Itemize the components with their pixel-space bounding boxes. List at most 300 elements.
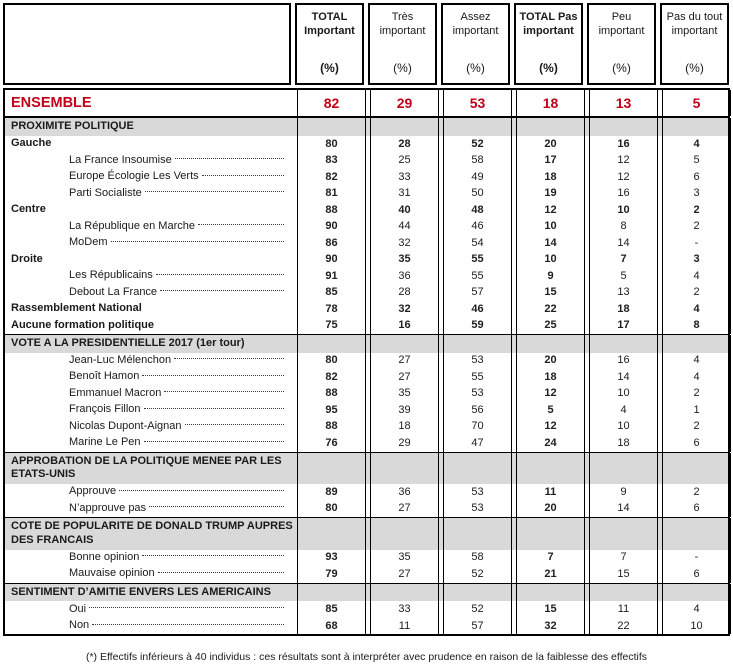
column-header-unit: (%): [466, 61, 485, 76]
value-cell: 86: [297, 235, 366, 252]
table-row: [5, 202, 728, 219]
value-cell: 13: [589, 90, 658, 116]
table-row: [5, 152, 728, 169]
value-cell: 11: [516, 484, 585, 501]
dotted-leader: [142, 555, 284, 556]
table-row: [5, 566, 728, 583]
dotted-leader: [149, 506, 284, 507]
table-body: [3, 88, 730, 636]
value-cell: 25: [516, 317, 585, 334]
section-header-row: [5, 452, 728, 485]
table-row: [5, 218, 728, 235]
table-row: [5, 601, 728, 618]
dotted-leader: [92, 624, 284, 625]
column-header: [587, 3, 656, 85]
value-cell: 12: [516, 419, 585, 436]
value-cell: 11: [589, 601, 658, 618]
value-cell: 12: [589, 152, 658, 169]
value-cell: 88: [297, 202, 366, 219]
section-empty-cell: [662, 118, 731, 136]
row-label: [5, 369, 293, 386]
value-cell: 16: [589, 353, 658, 370]
dotted-leader: [160, 290, 284, 291]
dotted-leader: [175, 158, 284, 159]
column-header-label: Peu important: [598, 11, 645, 38]
section-empty-cell: [443, 453, 512, 485]
column-header-unit: (%): [539, 61, 558, 76]
table-row: [5, 268, 728, 285]
dotted-leader: [144, 441, 284, 442]
column-header-label: TOTAL Important: [304, 11, 355, 38]
value-cell: 6: [662, 566, 731, 583]
value-cell: 52: [443, 601, 512, 618]
value-cell: 4: [662, 353, 731, 370]
value-cell: 46: [443, 301, 512, 318]
table-row: [5, 618, 728, 635]
value-cell: 52: [443, 136, 512, 153]
row-label-text: N’approuve pas: [69, 501, 147, 514]
value-cell: 5: [662, 152, 731, 169]
value-cell: 79: [297, 566, 366, 583]
value-cell: 21: [516, 566, 585, 583]
value-cell: 20: [516, 136, 585, 153]
table-row: [5, 369, 728, 386]
row-label: [5, 185, 293, 202]
value-cell: 13: [589, 284, 658, 301]
value-cell: 85: [297, 601, 366, 618]
value-cell: 95: [297, 402, 366, 419]
table-row: [5, 284, 728, 301]
section-empty-cell: [297, 453, 366, 485]
value-cell: 88: [297, 419, 366, 436]
value-cell: 12: [516, 202, 585, 219]
row-label-text: François Fillon: [69, 403, 141, 416]
value-cell: 53: [443, 501, 512, 518]
value-cell: 10: [516, 251, 585, 268]
value-cell: 80: [297, 501, 366, 518]
value-cell: 10: [589, 202, 658, 219]
row-label-text: Debout La France: [69, 285, 158, 298]
value-cell: 91: [297, 268, 366, 285]
value-cell: 14: [589, 501, 658, 518]
value-cell: 68: [297, 618, 366, 635]
section-header-row: [5, 583, 728, 602]
section-empty-cell: [589, 335, 658, 353]
value-cell: 8: [589, 218, 658, 235]
section-empty-cell: [662, 584, 731, 602]
value-cell: 75: [297, 317, 366, 334]
dotted-leader: [142, 375, 284, 376]
column-header-unit: (%): [393, 61, 412, 76]
value-cell: 2: [662, 218, 731, 235]
section-header-row: [5, 117, 728, 136]
section-empty-cell: [516, 118, 585, 136]
value-cell: 46: [443, 218, 512, 235]
footnote: (*) Effectifs inférieurs à 40 individus : ces résultats sont à interpréter avec prudence en raison de la faiblesse des effectifs: [85, 651, 648, 664]
row-label-text: La République en Marche: [69, 219, 195, 232]
table-row: [5, 169, 728, 186]
row-label-text: Emmanuel Macron: [69, 386, 162, 399]
value-cell: 14: [589, 369, 658, 386]
value-cell: 18: [516, 369, 585, 386]
section-empty-cell: [516, 584, 585, 602]
section-empty-cell: [297, 518, 366, 550]
dotted-leader: [198, 224, 284, 225]
dotted-leader: [119, 490, 284, 491]
value-cell: 22: [589, 618, 658, 635]
value-cell: 55: [443, 369, 512, 386]
value-cell: 35: [370, 251, 439, 268]
table-row: [5, 484, 728, 501]
value-cell: 17: [589, 317, 658, 334]
row-label: [5, 353, 293, 370]
dotted-leader: [156, 274, 284, 275]
table-row: [5, 185, 728, 202]
row-label-text: Aucune formation politique: [11, 318, 154, 331]
value-cell: 70: [443, 419, 512, 436]
dotted-leader: [185, 424, 284, 425]
section-empty-cell: [370, 518, 439, 550]
row-label: [5, 402, 293, 419]
value-cell: 17: [516, 152, 585, 169]
value-cell: 35: [370, 550, 439, 567]
section-title: VOTE A LA PRESIDENTIELLE 2017 (1er tour): [11, 336, 245, 349]
row-label-text: Les Républicains: [69, 269, 153, 282]
section-empty-cell: [443, 118, 512, 136]
table-header: [3, 3, 730, 85]
value-cell: 2: [662, 202, 731, 219]
column-header-label: Pas du tout important: [666, 11, 723, 38]
row-label: [5, 618, 293, 635]
section-title: SENTIMENT D’AMITIE ENVERS LES AMERICAINS: [11, 585, 271, 598]
row-label-text: Rassemblement National: [11, 302, 142, 315]
section-empty-cell: [370, 118, 439, 136]
value-cell: 40: [370, 202, 439, 219]
value-cell: 1: [662, 402, 731, 419]
dotted-leader: [174, 358, 284, 359]
value-cell: 29: [370, 90, 439, 116]
dotted-leader: [145, 191, 284, 192]
table-row: [5, 501, 728, 518]
value-cell: 50: [443, 185, 512, 202]
value-cell: 33: [370, 169, 439, 186]
value-cell: 5: [516, 402, 585, 419]
value-cell: 29: [370, 435, 439, 452]
value-cell: 81: [297, 185, 366, 202]
value-cell: 12: [516, 386, 585, 403]
value-cell: 28: [370, 284, 439, 301]
value-cell: 3: [662, 251, 731, 268]
value-cell: 54: [443, 235, 512, 252]
row-label: [5, 152, 293, 169]
value-cell: 2: [662, 484, 731, 501]
row-label: [5, 435, 293, 452]
row-label-text: Benoît Hamon: [69, 370, 140, 383]
value-cell: 14: [516, 235, 585, 252]
value-cell: 6: [662, 501, 731, 518]
row-label-text: Parti Socialiste: [69, 186, 142, 199]
section-empty-cell: [516, 335, 585, 353]
table-row: [5, 353, 728, 370]
row-label-text: MoDem: [69, 236, 108, 249]
row-label: [5, 386, 293, 403]
value-cell: 32: [370, 301, 439, 318]
row-label: [5, 419, 293, 436]
value-cell: 53: [443, 484, 512, 501]
value-cell: 6: [662, 169, 731, 186]
section-empty-cell: [662, 335, 731, 353]
value-cell: 4: [662, 369, 731, 386]
value-cell: 49: [443, 169, 512, 186]
value-cell: 15: [516, 601, 585, 618]
section-header-row: [5, 517, 728, 550]
column-header-label: Assez important: [452, 11, 499, 38]
value-cell: -: [662, 550, 731, 567]
value-cell: 16: [589, 185, 658, 202]
row-label: [5, 235, 293, 252]
table-row: [5, 386, 728, 403]
row-label: [5, 317, 293, 334]
value-cell: 4: [662, 301, 731, 318]
value-cell: 47: [443, 435, 512, 452]
row-label-text: Jean-Luc Mélenchon: [69, 353, 172, 366]
section-empty-cell: [370, 584, 439, 602]
value-cell: 4: [662, 268, 731, 285]
value-cell: 31: [370, 185, 439, 202]
section-empty-cell: [297, 335, 366, 353]
value-cell: 76: [297, 435, 366, 452]
value-cell: 2: [662, 419, 731, 436]
table-row: [5, 550, 728, 567]
value-cell: 5: [662, 90, 731, 116]
value-cell: 53: [443, 90, 512, 116]
value-cell: 20: [516, 353, 585, 370]
value-cell: 6: [662, 435, 731, 452]
table-row: [5, 235, 728, 252]
value-cell: 24: [516, 435, 585, 452]
value-cell: 10: [516, 218, 585, 235]
value-cell: 4: [589, 402, 658, 419]
row-label-text: Marine Le Pen: [69, 436, 141, 449]
value-cell: 93: [297, 550, 366, 567]
value-cell: 53: [443, 386, 512, 403]
section-empty-cell: [589, 518, 658, 550]
value-cell: 25: [370, 152, 439, 169]
value-cell: 2: [662, 386, 731, 403]
row-label-text: Approuve: [69, 485, 117, 498]
column-header-unit: (%): [612, 61, 631, 76]
section-title: APPROBATION DE LA POLITIQUE MENEE PAR LES ETATS-UNIS: [11, 454, 282, 481]
value-cell: 44: [370, 218, 439, 235]
value-cell: 27: [370, 501, 439, 518]
table-row: [5, 317, 728, 334]
section-empty-cell: [297, 584, 366, 602]
dotted-leader: [164, 391, 284, 392]
value-cell: 16: [370, 317, 439, 334]
row-label-text: Mauvaise opinion: [69, 567, 155, 580]
column-header-unit: (%): [320, 61, 339, 76]
value-cell: 55: [443, 268, 512, 285]
value-cell: 11: [370, 618, 439, 635]
value-cell: 57: [443, 284, 512, 301]
column-header: [368, 3, 437, 85]
value-cell: 39: [370, 402, 439, 419]
row-label: [5, 268, 293, 285]
value-cell: 32: [370, 235, 439, 252]
table-row: [5, 402, 728, 419]
row-label: [5, 218, 293, 235]
value-cell: 78: [297, 301, 366, 318]
row-label-text: Oui: [69, 602, 87, 615]
value-cell: 18: [370, 419, 439, 436]
dotted-leader: [89, 607, 284, 608]
section-header-row: [5, 334, 728, 353]
value-cell: 20: [516, 501, 585, 518]
value-cell: 10: [589, 419, 658, 436]
row-label-text: Non: [69, 619, 90, 632]
value-cell: 90: [297, 218, 366, 235]
section-empty-cell: [443, 584, 512, 602]
value-cell: 27: [370, 369, 439, 386]
dotted-leader: [158, 572, 284, 573]
value-cell: 58: [443, 550, 512, 567]
value-cell: 10: [662, 618, 731, 635]
row-label: [5, 301, 293, 318]
row-label: [5, 550, 293, 567]
value-cell: 56: [443, 402, 512, 419]
row-label: [5, 169, 293, 186]
value-cell: 35: [370, 386, 439, 403]
value-cell: 7: [589, 550, 658, 567]
value-cell: 48: [443, 202, 512, 219]
section-title: PROXIMITE POLITIQUE: [11, 120, 134, 132]
value-cell: 80: [297, 136, 366, 153]
dotted-leader: [144, 408, 284, 409]
value-cell: 36: [370, 484, 439, 501]
section-empty-cell: [443, 518, 512, 550]
value-cell: 52: [443, 566, 512, 583]
column-header: [295, 3, 364, 85]
value-cell: 15: [589, 566, 658, 583]
value-cell: 3: [662, 185, 731, 202]
column-header: [514, 3, 583, 85]
value-cell: 85: [297, 284, 366, 301]
value-cell: 80: [297, 353, 366, 370]
value-cell: 7: [589, 251, 658, 268]
section-empty-cell: [443, 335, 512, 353]
value-cell: 4: [662, 136, 731, 153]
section-empty-cell: [589, 453, 658, 485]
dotted-leader: [202, 175, 284, 176]
row-label: [5, 284, 293, 301]
header-corner-cell: [3, 3, 291, 85]
row-label-text: Droite: [11, 252, 43, 265]
row-label: [5, 566, 293, 583]
value-cell: 2: [662, 284, 731, 301]
value-cell: -: [662, 235, 731, 252]
value-cell: 88: [297, 386, 366, 403]
section-empty-cell: [589, 584, 658, 602]
value-cell: 55: [443, 251, 512, 268]
column-header: [660, 3, 729, 85]
value-cell: 10: [589, 386, 658, 403]
value-cell: 82: [297, 169, 366, 186]
value-cell: 4: [662, 601, 731, 618]
column-header-label: TOTAL Pas important: [519, 11, 578, 38]
value-cell: 59: [443, 317, 512, 334]
row-label: [5, 202, 293, 219]
row-label-text: La France Insoumise: [69, 153, 172, 166]
value-cell: 19: [516, 185, 585, 202]
value-cell: 27: [370, 566, 439, 583]
value-cell: 83: [297, 152, 366, 169]
column-header-unit: (%): [685, 61, 704, 76]
table-row: [5, 301, 728, 318]
row-label: [5, 251, 293, 268]
value-cell: 36: [370, 268, 439, 285]
value-cell: 18: [516, 90, 585, 116]
value-cell: 9: [589, 484, 658, 501]
dotted-leader: [111, 241, 284, 242]
section-empty-cell: [370, 335, 439, 353]
value-cell: 7: [516, 550, 585, 567]
section-empty-cell: [297, 118, 366, 136]
value-cell: 57: [443, 618, 512, 635]
row-label: [5, 136, 293, 153]
value-cell: 18: [589, 301, 658, 318]
column-header-label: Très important: [379, 11, 426, 38]
section-empty-cell: [516, 453, 585, 485]
value-cell: 28: [370, 136, 439, 153]
value-cell: 18: [516, 169, 585, 186]
row-label-text: Centre: [11, 203, 46, 216]
value-cell: 53: [443, 353, 512, 370]
value-cell: 32: [516, 618, 585, 635]
section-empty-cell: [370, 453, 439, 485]
table-row: [5, 136, 728, 153]
section-empty-cell: [662, 518, 731, 550]
table-row: [5, 251, 728, 268]
row-label-text: Gauche: [11, 137, 52, 150]
table-row: [5, 435, 728, 452]
value-cell: 22: [516, 301, 585, 318]
value-cell: 18: [589, 435, 658, 452]
value-cell: 8: [662, 317, 731, 334]
value-cell: 27: [370, 353, 439, 370]
section-title: COTE DE POPULARITE DE DONALD TRUMP AUPRES DES FRANCAIS: [11, 520, 293, 546]
value-cell: 58: [443, 152, 512, 169]
value-cell: 33: [370, 601, 439, 618]
row-label-text: Nicolas Dupont-Aignan: [69, 419, 182, 432]
section-empty-cell: [516, 518, 585, 550]
value-cell: 5: [589, 268, 658, 285]
row-label-text: Europe Écologie Les Verts: [69, 170, 199, 183]
value-cell: 9: [516, 268, 585, 285]
value-cell: 89: [297, 484, 366, 501]
value-cell: 90: [297, 251, 366, 268]
row-label: [5, 501, 293, 518]
ensemble-row: [5, 90, 728, 117]
row-label: [5, 601, 293, 618]
ensemble-label: ENSEMBLE: [11, 94, 92, 111]
value-cell: 12: [589, 169, 658, 186]
column-header: [441, 3, 510, 85]
row-label-text: Bonne opinion: [69, 550, 140, 563]
value-cell: 82: [297, 90, 366, 116]
table-row: [5, 419, 728, 436]
value-cell: 14: [589, 235, 658, 252]
value-cell: 82: [297, 369, 366, 386]
